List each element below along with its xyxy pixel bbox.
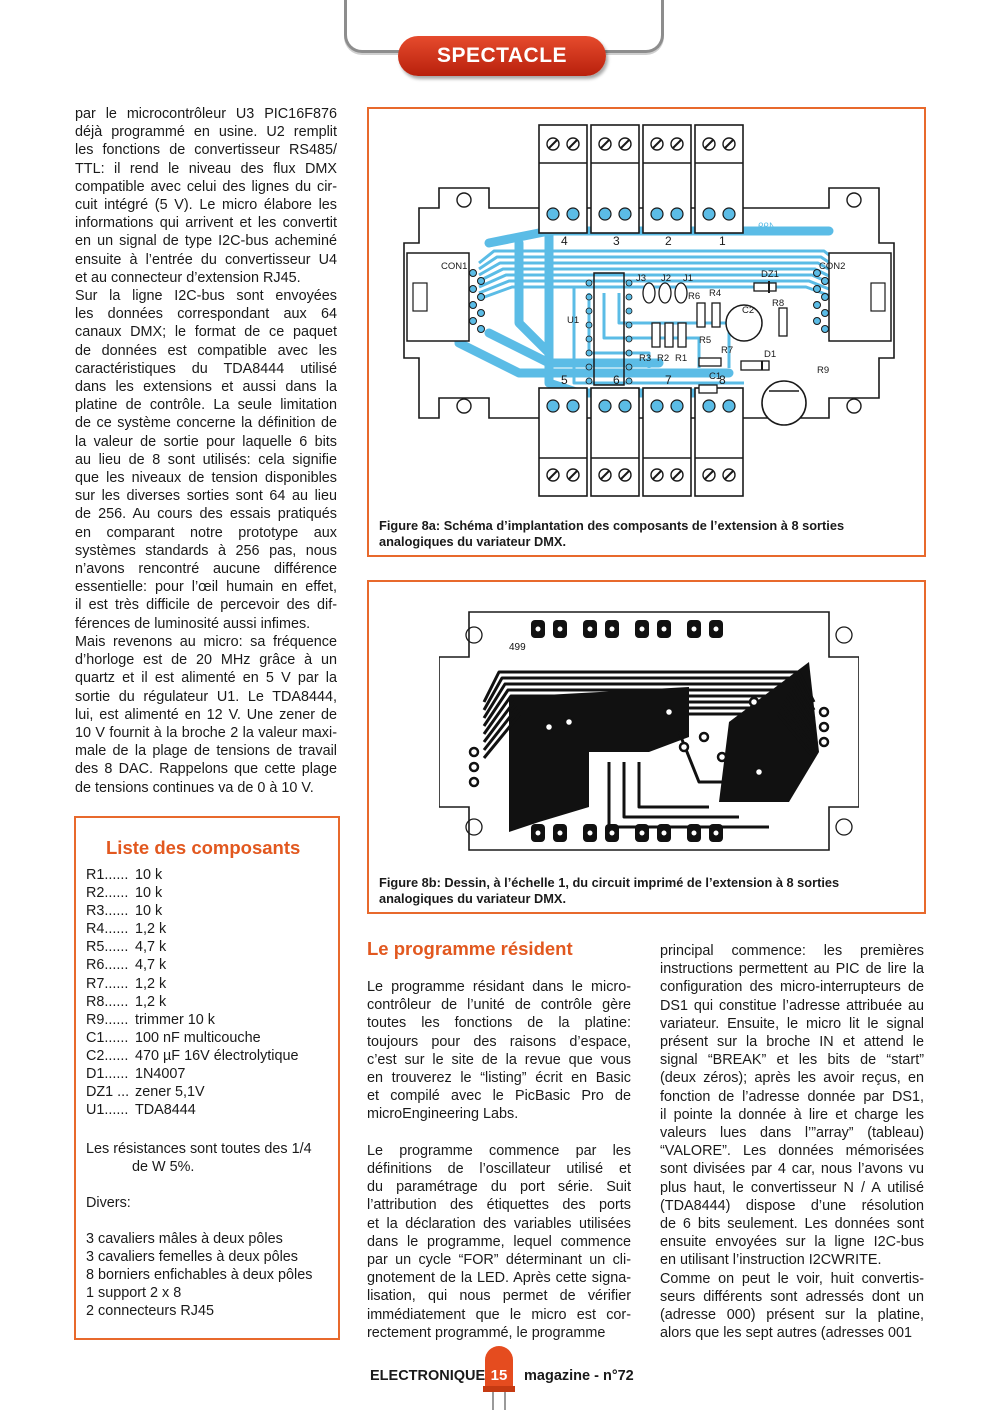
body-text-line: des 8 DAC. Rappelons que cette plage [75,761,337,778]
body-text-line: d’horloge est de 20 MHz grâce à un [75,652,337,669]
divers-item: 3 cavaliers femelles à deux pôles [86,1249,298,1266]
body-text-line: “VALORE”. Les données mémorisées [660,1143,924,1160]
top-terminal-blocks [539,125,743,233]
program-text-column-1 [367,978,631,1342]
component-row [86,902,331,920]
pcb-label-499: 499 [509,642,526,653]
label-r9: R9 [817,365,830,376]
label-j3: J3 [636,273,647,284]
label-r8: R8 [772,298,785,309]
component-value: 10 k [135,867,163,883]
body-text-line: en utilisant l’instruction I2CWRITE. [660,1252,882,1269]
body-text-line: essentielle: pour l’œil humain en effet, [75,579,337,596]
body-text-line: Le programme résidant dans le micro- [367,979,631,995]
label-out-6: 6 [613,373,620,387]
body-text-line: configuration des micro-interrupteurs de [660,979,924,996]
body-text-line: fonction de l’adresse donnée par DS1, [660,1088,924,1105]
body-text-line: par le microcontrôleur U3 PIC16F876 [75,106,337,122]
label-out-3: 3 [613,234,620,248]
component-row [86,920,331,938]
component-row [86,1047,331,1065]
component-row [86,956,331,974]
body-text-line: compatible avec celui des lignes du cir- [75,178,337,195]
body-text-line: Mais revenons au micro: sa fréquence [75,633,337,650]
label-r3: R3 [639,353,652,364]
body-text-line: microEngineering Labs. [367,1106,519,1123]
component-row [86,1011,331,1029]
component-value: 1,2 k [135,921,167,938]
body-text-line: de tensions continues va de 0 à 10 V. [75,779,314,796]
body-text-line: seurs différents sont adressés dont un [660,1288,924,1305]
body-text-line: les fonctions de convertisseur RS485/ [75,142,337,159]
body-text-line: sur les diverses sorties sont 64 au lieu [75,488,337,505]
footer-magazine-right: magazine - n°72 [524,1368,634,1384]
component-ref: R5...... [86,939,129,956]
figure-8a-box [367,107,926,557]
component-value: 10 k [135,903,163,920]
figure-8b-caption-line-1: Figure 8b: Dessin, à l’échelle 1, du circuit imprimé de l’extension à 8 sorties [379,875,840,890]
label-r2: R2 [657,353,670,364]
label-j2: J2 [661,273,672,284]
figure-8b-caption [379,875,914,907]
figure-8b-caption-line-2: analogiques du variateur DMX. [379,891,567,906]
figure-8b-box [367,580,926,914]
component-row [86,938,331,956]
component-ref: R9...... [86,1011,129,1028]
body-text-line: plus haut, le convertisseur N / A utilisé [660,1179,924,1196]
bottom-terminal-blocks [539,388,743,496]
body-text-line: toujours pour des raisons d’espace, [367,1033,631,1050]
label-d1: D1 [764,349,777,360]
label-r6: R6 [688,291,701,302]
label-out-8: 8 [719,373,726,387]
components-list-title: Liste des composants [106,837,301,858]
components-list-box [74,816,340,1340]
component-ref: D1...... [86,1066,129,1083]
body-text-line: présent sur la broche IN et attend le [660,1034,924,1051]
page-number-led-icon [482,1346,516,1410]
label-con1: CON1 [441,261,468,272]
divers-label: Divers: [86,1195,131,1211]
body-text-line: dans le programme, lequel commence [367,1233,631,1250]
component-row [86,884,331,902]
label-c2: C2 [742,305,755,316]
component-ref: R8...... [86,993,129,1010]
body-text-line: en un signal de type I2C-bus acheminé [75,233,337,250]
figure-8b-pcb-layout [439,602,859,860]
body-text-line: instructions permettent au PIC de lire la [660,961,924,978]
body-text-line: et au connecteur d’extension RJ45. [75,269,301,286]
component-value: 1,2 k [135,993,167,1010]
left-text-column [75,105,337,797]
body-text-line: principal commence: les premières [660,943,924,959]
body-text-line: férences de luminosité aussi infimes. [75,615,311,632]
figure-8a-component-layout [399,123,899,498]
component-ref: R7...... [86,975,129,992]
body-text-line: cuit intégré (5 V). Le micro élabore les [75,197,337,214]
component-row [86,1101,331,1119]
label-c1: C1 [709,371,722,382]
body-text-line: Sur la ligne I2C-bus sont envoyées [75,288,337,305]
body-text-line: (deux zéros); après les avoir reçus, en [660,1070,924,1087]
label-out-1: 1 [719,234,726,248]
component-row [86,993,331,1011]
body-text-line: sont divisées par 4 car, nous l’avons vu [660,1161,924,1178]
label-out-4: 4 [561,234,568,248]
body-text-line: la valeur de sortie pour laquelle 6 bits [75,433,337,450]
body-text-line: de données est compatible avec les [75,342,337,359]
body-text-line: male de la plage de tensions de travail [75,743,337,760]
label-r1: R1 [675,353,688,364]
component-ref: R6...... [86,957,129,974]
body-text-line: déjà programmé en usine. U2 remplit [75,124,337,141]
label-out-7: 7 [665,373,672,387]
component-value: 470 µF 16V électrolytique [135,1047,299,1064]
component-ref: R1...... [86,867,129,883]
component-ref: R4...... [86,921,129,938]
body-text-line: 10 V fournit à la broche 2 la valeur maxi- [75,724,337,741]
body-text-line: platine de contrôle. La seule limitation [75,397,337,414]
label-out-5: 5 [561,373,568,387]
body-text-line: canaux DMX; le format de ce paquet [75,324,337,341]
body-text-line: en trouverez le “listing” écrit en Basic [367,1070,631,1087]
figure-8a-caption-line-2: analogiques du variateur DMX. [379,534,567,549]
body-text-line: en comparant notre prototype aux [75,524,337,541]
body-text-line: définitions de l’oscillateur utilisé et [367,1161,631,1178]
body-text-line: Le programme commence par les [367,1142,631,1159]
figure-8a-caption [379,518,914,550]
label-dz1: DZ1 [761,269,779,280]
label-r4: R4 [709,288,722,299]
label-499-mirror: 499 [758,221,774,232]
component-value: 1,2 k [135,975,167,992]
body-text-line: c’est sur le site de la revue que vous [367,1051,631,1068]
body-text-line: contrôleur de l’unité de contrôle gère [367,997,631,1014]
body-text-line: et la déclaration des variables utilisées [367,1215,631,1232]
body-text-line: (adresse 000) présent sur la platine, [660,1307,924,1324]
body-text-line: informations qui arrivent et les convertit [75,215,337,232]
body-text-line: quartz et il est alimenté en 5 V par la [75,670,337,687]
resistor-note-line-1: Les résistances sont toutes des 1/4 [86,1141,312,1157]
component-value: 10 k [135,885,163,902]
component-row [86,1029,331,1047]
component-value: 4,7 k [135,939,167,956]
body-text-line: il pointe la donnée à lire et charge les [660,1106,924,1123]
body-text-line: TTL: il rend le niveau des flux DMX [75,160,337,177]
component-ref: U1...... [86,1102,129,1119]
divers-item: 1 support 2 x 8 [86,1285,182,1302]
body-text-line: il est très difficile de percevoir des dif- [75,597,337,614]
label-r7: R7 [721,345,734,356]
components-table [86,866,331,1119]
body-text-line [367,1124,631,1142]
body-text-line: l’attribution des étiquettes des ports [367,1197,631,1214]
footer-magazine-left: ELECTRONIQUE [370,1368,486,1384]
component-ref: R3...... [86,903,129,920]
resistor-note [86,1140,312,1176]
body-text-line: que les niveaux de tension disponibles [75,470,337,487]
divers-list [86,1230,312,1320]
body-text-line: par un cycle “FOR” déterminant un cli- [367,1252,631,1269]
divers-item: 8 borniers enfichables à deux pôles [86,1267,313,1284]
resistor-note-line-2: de W 5%. [132,1159,195,1176]
body-text-line: immédiatement que le micro est cor- [367,1306,631,1323]
body-text-line: Comme on peut le voir, huit convertis- [660,1270,924,1287]
body-text-line: sortie du régulateur U1. Le TDA8444, [75,688,337,705]
body-text-line: valeurs lues dans l’”array” (tableau) [660,1125,924,1142]
body-text-line: rectement programmé, le programme [367,1324,606,1341]
figure-8a-caption-line-1: Figure 8a: Schéma d’implantation des composants de l’extension à 8 sorties [379,518,845,533]
body-text-line: alors que les sept autres (adresses 001 [660,1325,912,1342]
body-text-line: de 256. Au cours des essais pratiqués [75,506,337,523]
label-r5: R5 [699,335,712,346]
label-out-2: 2 [665,234,672,248]
body-text-line: gnotement de la LED. Après cette signa- [367,1270,631,1287]
component-ref: R2...... [86,885,129,902]
body-text-line: dans les extensions et aussi dans la [75,379,337,396]
body-text-line: du paramétrage du port série. Suit [367,1179,631,1196]
component-row [86,866,331,884]
divers-item: 2 connecteurs RJ45 [86,1303,214,1320]
body-text-line: systèmes standards à 256 pas, nous [75,542,337,559]
body-text-line: ensuite à l’entrée du convertisseur U4 [75,251,337,268]
body-text-line: n’avons rencontré aucune différence [75,561,337,578]
label-j1: J1 [683,273,694,284]
body-text-line: toutes les fonctions de la platine: [367,1015,631,1032]
body-text-line: ensuite envoyées sur la ligne I2C-bus [660,1234,924,1251]
component-row [86,975,331,993]
program-text-column-2 [660,942,924,1342]
component-ref: C1...... [86,1029,129,1046]
divers-item: 3 cavaliers mâles à deux pôles [86,1231,283,1247]
component-ref: DZ1 ... [86,1084,130,1101]
page-number: 15 [490,1367,508,1384]
label-con2: CON2 [819,261,846,272]
body-text-line: au lieu de 8 sont utilisés: cela signifie [75,451,337,468]
section-title-programme: Le programme résident [367,938,573,959]
body-text-line: lisation, qui nous permet de vérifier [367,1288,631,1305]
body-text-line: lui, est alimenté en 12 V. Une zener de [75,706,337,723]
component-row [86,1083,331,1101]
component-value: trimmer 10 k [135,1011,215,1028]
component-value: 1N4007 [135,1066,186,1083]
component-value: zener 5,1V [135,1084,205,1101]
component-value: 100 nF multicouche [135,1029,261,1046]
body-text-line: (TDA8444) dispose d’une résolution [660,1197,924,1214]
label-u1: U1 [567,315,580,326]
body-text-line: les données correspondant aux 64 [75,306,337,323]
component-value: TDA8444 [135,1102,196,1119]
section-badge: SPECTACLE [398,36,606,76]
body-text-line: caractéristiques du TDA8444 utilisé [75,360,337,377]
body-text-line: variateur. Ensuite, le micro lit le signal [660,1015,924,1032]
body-text-line: de ce système concerne la définition de [75,415,337,432]
body-text-line: DS1 qui constitue l’adresse attribuée au [660,997,924,1014]
component-value: 4,7 k [135,957,167,974]
body-text-line: de 6 bits seulement. Les données sont [660,1216,924,1233]
body-text-line: signal “BREAK” et les bits de “start” [660,1052,924,1069]
component-ref: C2...... [86,1047,129,1064]
body-text-line: et compilé avec le PicBasic Pro de [367,1088,631,1105]
component-row [86,1065,331,1083]
